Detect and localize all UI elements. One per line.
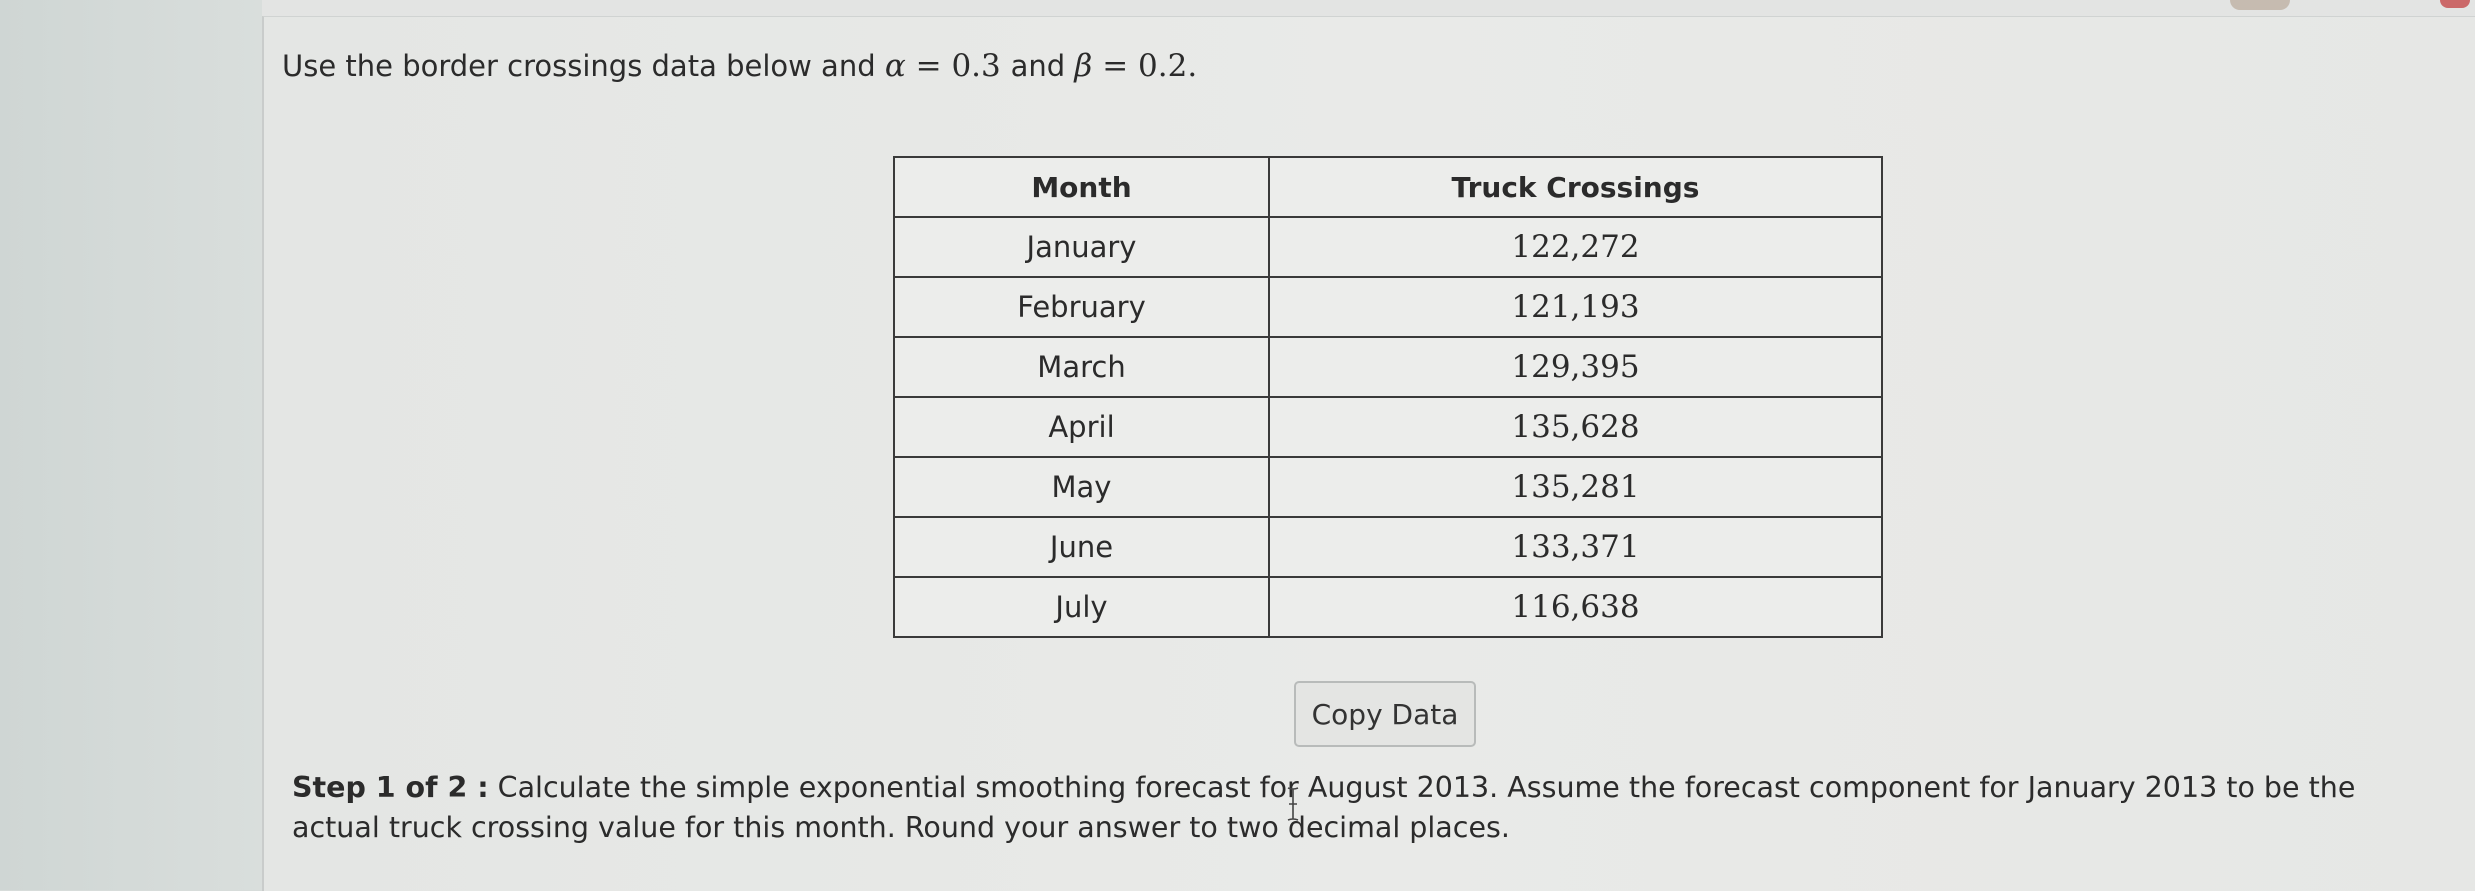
alpha-expression (885, 48, 1011, 84)
cell-truck-crossings: 116,638 (1269, 577, 1882, 637)
copy-data-button[interactable]: Copy Data (1294, 681, 1476, 747)
cell-truck-crossings: 135,281 (1269, 457, 1882, 517)
truck-crossings-table (893, 156, 1883, 638)
step-text: Calculate the simple exponential smoothing forecast for August 2013. Assume the forecast component for January 2013 to be the actual truck crossing value for this month. Round your answer to two decimal places. (292, 771, 2356, 844)
table-row (894, 277, 1882, 337)
prompt-intro: Use the border crossings data below and (282, 49, 876, 83)
text-cursor-icon (1285, 786, 1301, 822)
table-row (894, 517, 1882, 577)
cell-month: April (894, 397, 1269, 457)
cell-month: February (894, 277, 1269, 337)
background-left-strip (0, 0, 262, 890)
table-row (894, 337, 1882, 397)
cell-truck-crossings: 121,193 (1269, 277, 1882, 337)
corner-decoration-red (2440, 0, 2470, 8)
table-header-row (894, 157, 1882, 217)
cell-month: June (894, 517, 1269, 577)
column-header-truck-crossings: Truck Crossings (1269, 157, 1882, 217)
prompt-and: and (1010, 49, 1066, 83)
alpha-value: = 0.3 (915, 48, 1001, 84)
corner-decoration (2230, 0, 2290, 10)
cell-month: March (894, 337, 1269, 397)
alpha-symbol: α (884, 48, 906, 84)
cell-truck-crossings: 122,272 (1269, 217, 1882, 277)
top-bar (262, 0, 2475, 16)
cell-truck-crossings: 129,395 (1269, 337, 1882, 397)
table-row (894, 397, 1882, 457)
beta-value: = 0.2. (1102, 48, 1198, 84)
step-label: Step 1 of 2 : (292, 771, 489, 804)
column-header-month: Month (894, 157, 1269, 217)
step-instructions (292, 768, 2442, 848)
cell-month: July (894, 577, 1269, 637)
beta-symbol: β (1074, 48, 1093, 84)
beta-expression (1074, 48, 1197, 84)
table-row (894, 217, 1882, 277)
cell-month: May (894, 457, 1269, 517)
cell-month: January (894, 217, 1269, 277)
question-prompt (282, 48, 1197, 84)
cell-truck-crossings: 133,371 (1269, 517, 1882, 577)
table-row (894, 577, 1882, 637)
cell-truck-crossings: 135,628 (1269, 397, 1882, 457)
table-row (894, 457, 1882, 517)
